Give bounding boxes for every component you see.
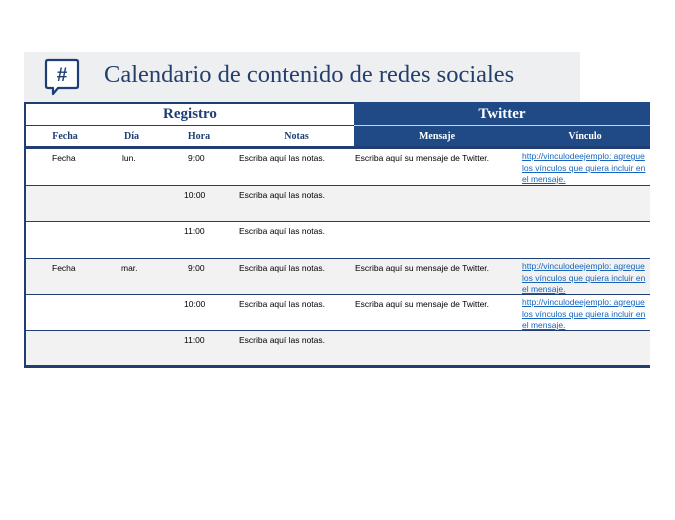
column-header-row — [26, 125, 650, 148]
cell-hora[interactable]: 11:00 — [184, 226, 205, 236]
cell-hora[interactable]: 9:00 — [188, 263, 205, 273]
cell-notas[interactable]: Escriba aquí las notas. — [239, 190, 325, 200]
column-header-dia[interactable]: Día — [104, 125, 159, 148]
table-row — [26, 148, 650, 185]
cell-mensaje[interactable]: Escriba aquí su mensaje de Twitter. — [355, 263, 490, 273]
cell-hora[interactable]: 9:00 — [188, 153, 205, 163]
cell-dia[interactable]: mar. — [121, 263, 138, 273]
table-row — [26, 221, 650, 258]
table-row — [26, 330, 650, 365]
table-row — [26, 185, 650, 221]
cell-hora[interactable]: 11:00 — [184, 335, 205, 345]
content-calendar-table — [24, 102, 650, 368]
column-header-mensaje[interactable]: Mensaje — [354, 125, 520, 148]
cell-notas[interactable]: Escriba aquí las notas. — [239, 335, 325, 345]
group-header-registro: Registro — [26, 102, 354, 125]
cell-hora[interactable]: 10:00 — [184, 190, 206, 200]
cell-hora[interactable]: 10:00 — [184, 299, 206, 309]
table-row — [26, 294, 650, 330]
table-row — [26, 258, 650, 294]
page-title: Calendario de contenido de redes sociales — [104, 61, 515, 88]
column-header-fecha[interactable]: Fecha — [26, 125, 104, 148]
column-header-hora[interactable]: Hora — [159, 125, 239, 148]
column-header-vinculo[interactable]: Vínculo — [520, 125, 650, 148]
group-header-twitter: Twitter — [354, 102, 650, 125]
cell-mensaje[interactable]: Escriba aquí su mensaje de Twitter. — [355, 299, 490, 309]
cell-notas[interactable]: Escriba aquí las notas. — [239, 263, 325, 273]
column-header-notas[interactable]: Notas — [239, 125, 354, 148]
cell-notas[interactable]: Escriba aquí las notas. — [239, 153, 325, 163]
svg-text:#: # — [56, 65, 68, 86]
cell-fecha[interactable]: Fecha — [52, 153, 76, 163]
cell-mensaje[interactable]: Escriba aquí su mensaje de Twitter. — [355, 153, 490, 163]
cell-dia[interactable]: lun. — [122, 153, 136, 163]
cell-notas[interactable]: Escriba aquí las notas. — [239, 226, 325, 236]
cell-vinculo-link[interactable]: http://vinculodeejemplo: agregue los vínculos que quiera incluir en el mensaje. — [522, 297, 646, 330]
cell-vinculo-link[interactable]: http://vinculodeejemplo: agregue los vínculos que quiera incluir en el mensaje. — [522, 151, 646, 184]
hashtag-icon — [44, 58, 80, 98]
cell-notas[interactable]: Escriba aquí las notas. — [239, 299, 325, 309]
cell-fecha[interactable]: Fecha — [52, 263, 76, 273]
cell-vinculo-link[interactable]: http://vinculodeejemplo: agregue los vínculos que quiera incluir en el mensaje. — [522, 261, 646, 294]
